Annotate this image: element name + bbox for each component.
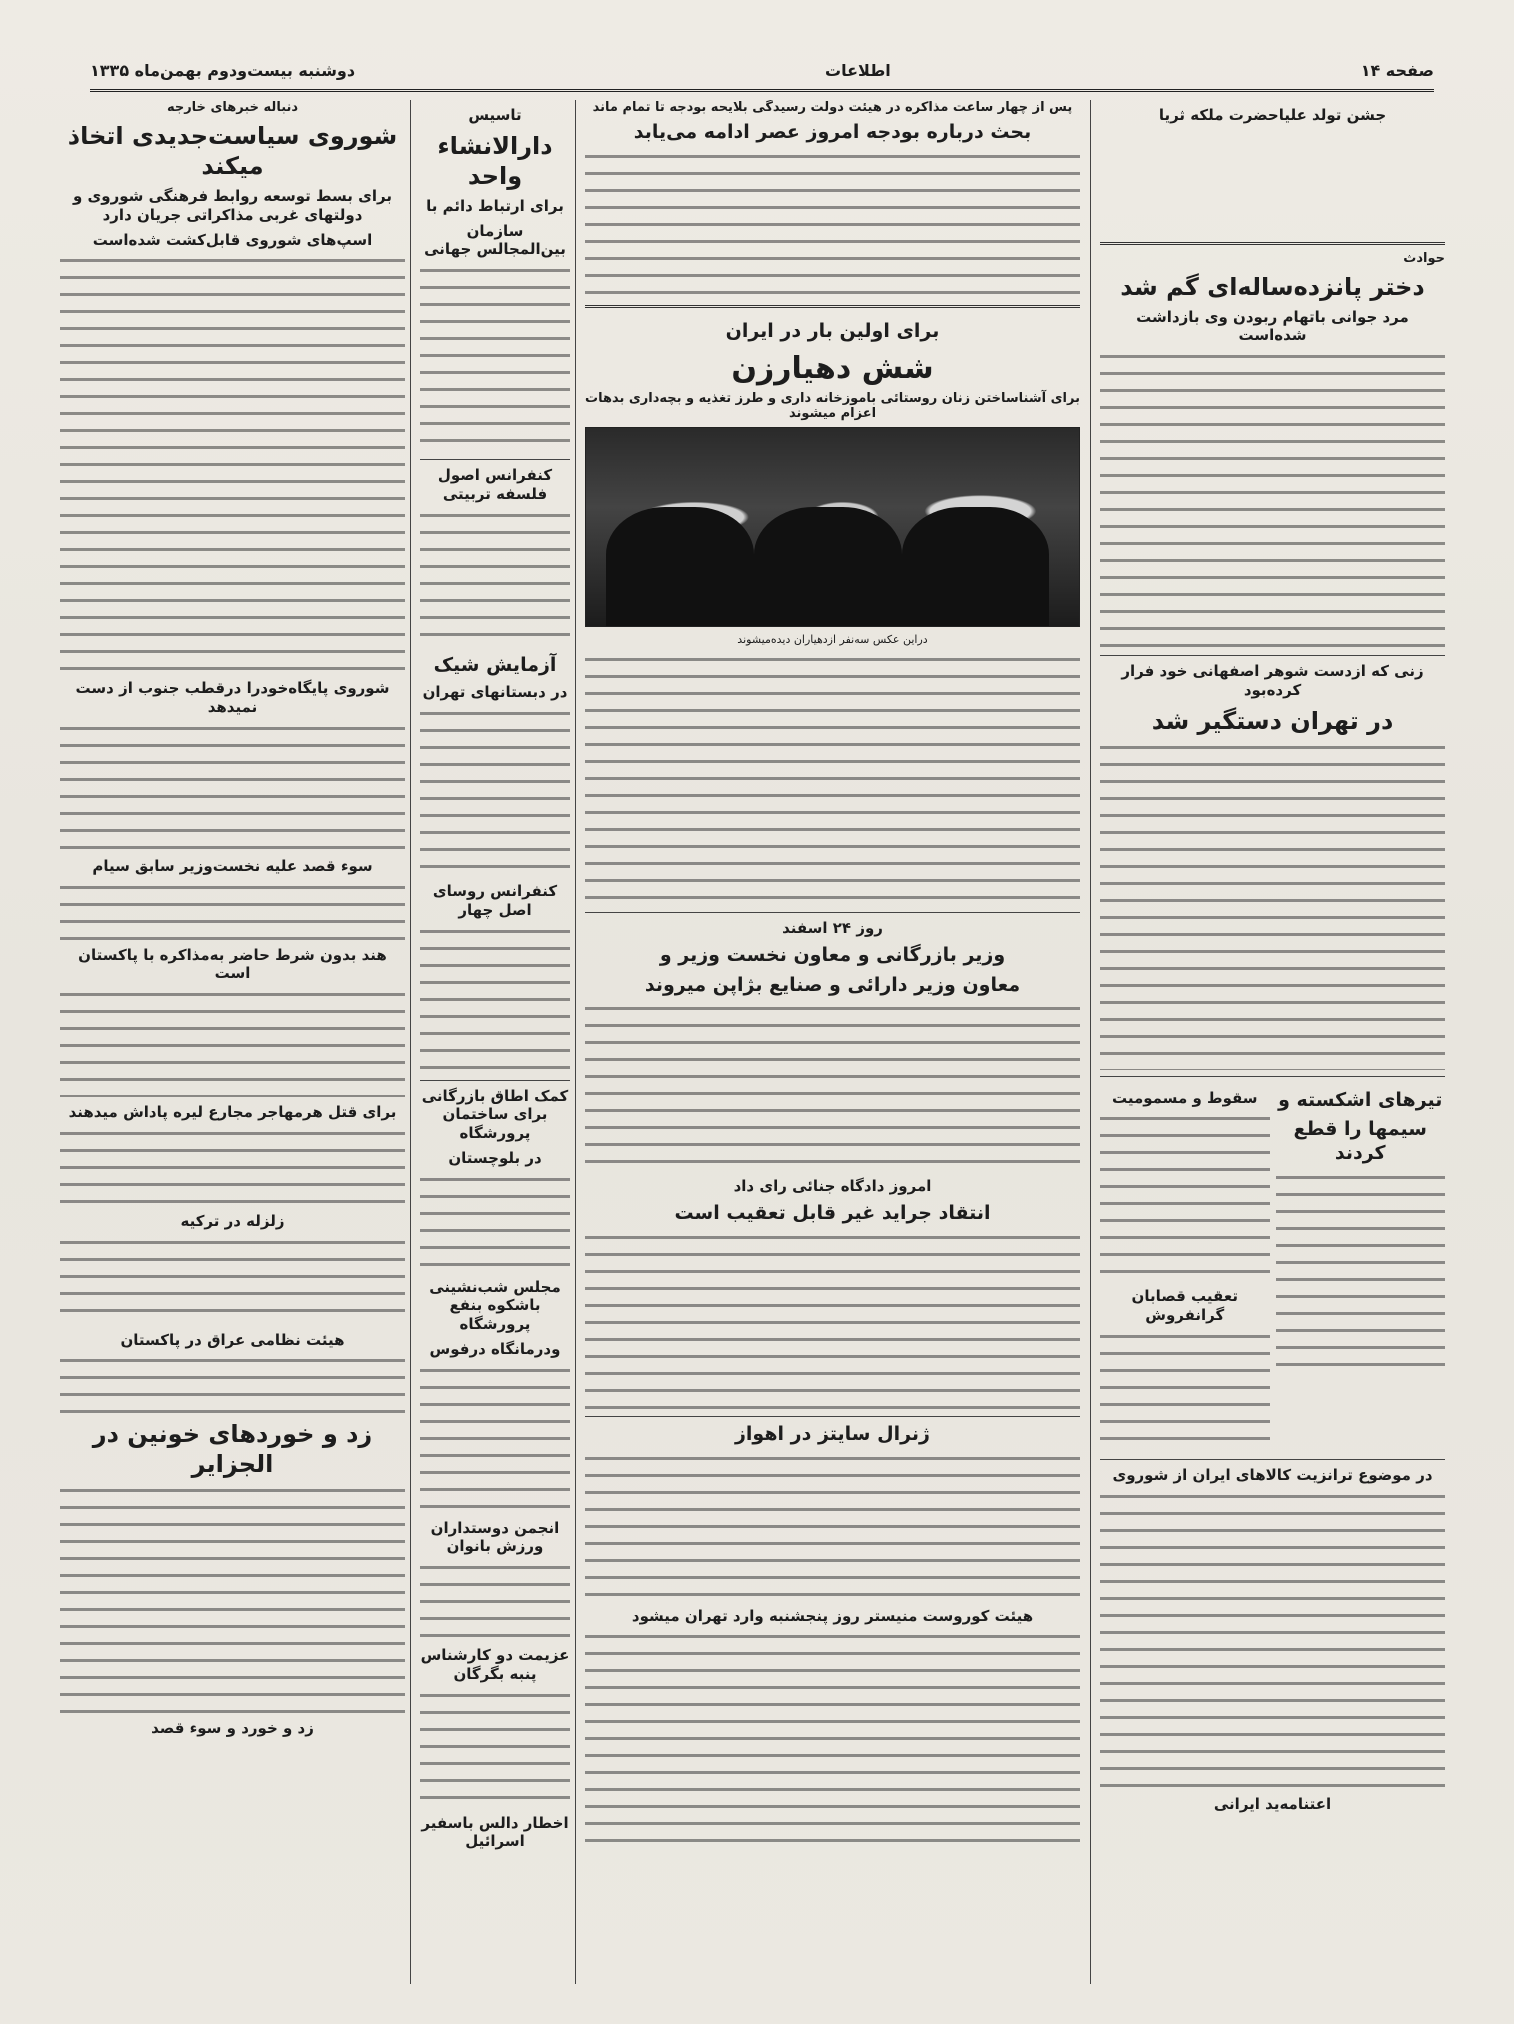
section-events: حوادث [1403,250,1445,266]
article-body [420,508,570,648]
page-number: صفحه ۱۴ [1360,61,1434,80]
article-body [1100,1111,1270,1281]
section-foreign: دنباله خبرهای خارجه [166,100,299,115]
article-body [420,924,570,1074]
headline-minister-2: معاون وزیر دارائی و صنایع بژاپن میروند [644,973,1021,996]
headline-wires-2: سیمها را قطع کردند [1293,1118,1427,1165]
headline-plot: سوء قصد علیه نخست‌وزیر سابق سیام [92,856,373,875]
article-body [585,1001,1080,1171]
column-rule [575,100,576,1984]
headline-general: ژنرال سایتز در اهواز [734,1422,930,1445]
headline-algeria: زد و خوردهای خونین در الجزایر [92,1420,373,1479]
article-body [420,1363,570,1513]
headline-founding-2: دارالانشاء واحد [437,131,553,190]
kicker-date: روز ۲۴ اسفند [782,919,883,937]
headline-chiefs: کنفرانس روسای اصل چهار [432,882,558,919]
headline-butchers: تعقیب قصابان گرانفروش [1131,1287,1238,1325]
issue-date: دوشنبه بیست‌ودوم بهمن‌ماه ۱۳۳۵ [90,61,356,80]
article-body [420,263,570,453]
article-body [585,1451,1080,1601]
article-body [1276,1170,1446,1370]
column-center [585,100,1080,1984]
headline-bulgaria: هیئت کوروست منیستر روز پنجشنبه وارد تهران میشود [631,1606,1034,1625]
kicker-budget: پس از چهار ساعت مذاکره در هیئت دولت رسیدگی بلایحه بودجه تا تمام ماند [592,100,1073,115]
headline-help-2: در بلوچستان [448,1148,542,1167]
column-rule [1090,100,1091,1984]
headline-six-women: شش دهیارزن [731,350,934,386]
article-body [420,706,570,876]
headline-sport: انجمن دوستداران ورزش بانوان [430,1518,560,1556]
article-body [1100,740,1445,1070]
news-photo [585,427,1080,627]
article-body [1100,349,1445,649]
article-body [60,1235,405,1325]
headline-cotton: عزیمت دو کارشناس پنبه بگرگان [420,1646,570,1683]
column-right [1100,100,1445,1984]
article-body [1100,1329,1270,1449]
column-rule [410,100,411,1984]
headline-queen-birthday: جشن تولد علیاحضرت ملکه ثریا [1158,106,1387,124]
article-body [60,253,405,673]
headline-court: انتقاد جراید غیر قابل تعقیب است [674,1202,991,1224]
headline-party-2: ودرمانگاه درفوس [429,1339,561,1358]
headline-fall-poisoning: سقوط و مسمومیت [1111,1088,1258,1107]
subhead-soviet: برای بسط توسعه روابط فرهنگی شوروی و دولتهای غربی مذاکراتی جریان دارد [72,187,393,224]
article-body [60,880,405,940]
article-body [585,652,1080,902]
paper-name: اطلاعات [825,61,891,80]
subhead-six-women: برای آشناساختن زنان روستائی باموزخانه داری و طرز تغذیه و بچه‌داری بدهات اعزام میشوند [585,391,1080,421]
headline-iraq: هیئت نظامی عراق در پاکستان [120,1330,345,1349]
kicker-court: امروز دادگاه جنائی رای داد [733,1177,932,1196]
kicker-first-time: برای اولین بار در ایران [725,319,940,342]
article-body [420,1688,570,1808]
headline-test: آزمایش شیک [433,653,557,676]
column-left [60,100,405,1984]
headline-quake: زلزله در ترکیه [180,1211,285,1230]
headline-transit: در موضوع ترانزیت کالاهای ایران از شوروی [1112,1465,1433,1484]
article-body [420,1560,570,1640]
article-body [585,1629,1080,1849]
article-body [60,1126,405,1206]
column-mid [420,100,570,1984]
photo-caption: دراین عکس سه‌نفر ازدهیاران دیده‌میشوند [737,633,928,646]
headline-founding-3: برای ارتباط دائم با [426,196,564,215]
headline-conference: کنفرانس اصول فلسفه تربیتی [437,466,553,503]
headline-israel: اخطار دالس باسفیر اسرائیل [421,1813,569,1851]
masthead [90,52,1434,92]
article-body [60,1353,405,1413]
headline-minister: وزیر بازرگانی و معاون نخست وزیر و [659,943,1006,966]
headline-help: کمک اطاق بازرگانی برای ساختمان پرورشگاه [421,1086,569,1142]
headline-soviet: شوروی سیاست‌جدیدی اتخاذ میکند [67,122,398,180]
headline-wires-1: تیرهای اشکسته‌ و [1278,1088,1443,1111]
headline-budget: بحث درباره بودجه امروز عصر ادامه می‌یابد [633,121,1032,143]
article-body [60,1483,405,1713]
subhead-girl-missing: مرد جوانی باتهام ربودن وی بازداشت شده‌است [1136,307,1409,345]
headline-clash: زد و خورد و سوء قصد [151,1719,314,1738]
article-body [60,987,405,1097]
headline-girl-missing: دختر پانزده‌ساله‌ای گم شد [1120,272,1425,301]
headline-party: مجلس شب‌نشینی باشکوه بنفع پرورشگاه [429,1277,561,1333]
headline-base: شوروی پایگاه‌خودرا درقطب جنوب از دست نمیدهد [75,679,390,716]
headline-runaway-wife-2: در تهران دستگیر شد [1151,706,1394,735]
headline-refugee: برای قتل هرمهاجر مجارع لیره پاداش میدهند [68,1103,397,1121]
article-body [60,721,405,851]
headline-runaway-wife: زنی که ازدست شوهر اصفهانی خود فرار کرده‌بود [1121,662,1424,699]
headline-founding: تاسیس [468,106,522,124]
headline-iran: اعتنامه‌ید ایرانی [1213,1794,1332,1813]
headline-founding-4: سازمان بین‌المجالس جهانی [424,221,566,259]
article-body [585,1230,1080,1410]
article-body [1100,129,1445,236]
article-body [585,149,1080,299]
article-body [1100,1489,1445,1789]
subhead-soviet-2: اسپ‌های شوروی قابل‌کشت شده‌است [92,230,373,249]
article-body [420,1172,570,1272]
headline-india: هند بدون شرط حاضر به‌مذاکره با پاکستان است [78,945,387,983]
headline-test-2: در دبستانهای تهران [422,683,568,702]
